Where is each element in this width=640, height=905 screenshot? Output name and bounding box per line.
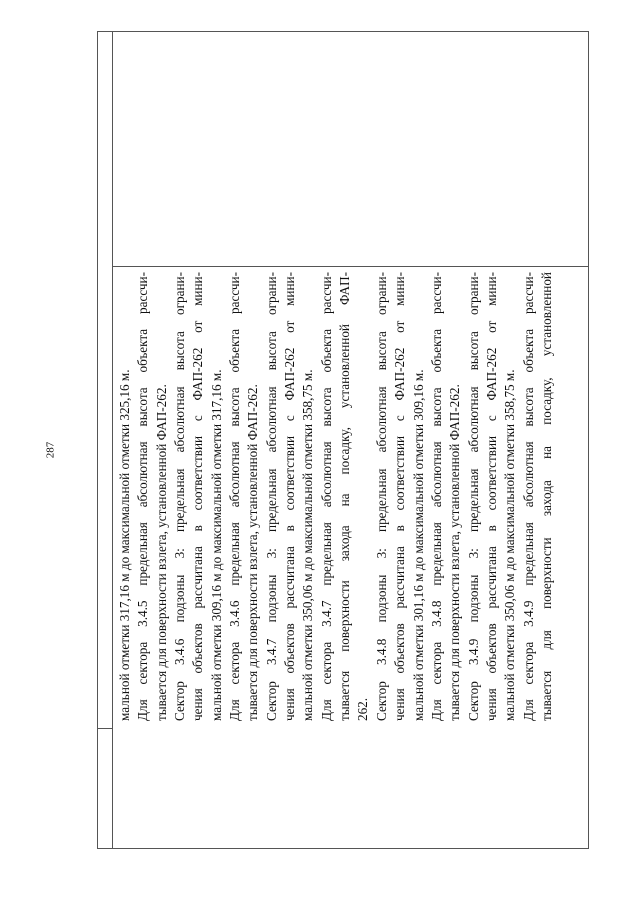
document-text-block	[112, 266, 589, 727]
text-line: мальной отметки 350,06 м до максимальной отметки 358,75 м.	[502, 369, 518, 721]
text-line: тывается для поверхности взлета, установленной ФАП-262.	[447, 384, 463, 721]
text-line: Сектор 3.4.6 подзоны 3: предельная абсолютная высота ограни-	[172, 272, 188, 721]
table-divider-left-cell	[98, 728, 112, 729]
text-line: Для сектора 3.4.7 предельная абсолютная высота объекта рассчи-	[318, 272, 334, 721]
text-line: мальной отметки 350,06 м до максимальной отметки 358,75 м.	[300, 369, 316, 721]
text-line: мальной отметки 317,16 м до максимальной отметки 325,16 м.	[117, 369, 132, 721]
text-line: мальной отметки 301,16 м до максимальной отметки 309,16 м.	[410, 369, 426, 721]
text-line: Для сектора 3.4.5 предельная абсолютная высота объекта рассчи-	[135, 272, 151, 721]
text-line: тывается для поверхности захода на посадку, установленной	[538, 272, 554, 721]
text-line: чения объектов рассчитана в соответствии с ФАП-262 от мини-	[282, 272, 298, 721]
text-line: тывается поверхности захода на посадку, установленной ФАП-	[337, 272, 353, 721]
text-line: чения объектов рассчитана в соответствии с ФАП-262 от мини-	[190, 272, 206, 721]
text-line: 262.	[355, 697, 371, 721]
text-line: Для сектора 3.4.8 предельная абсолютная высота объекта рассчи-	[428, 272, 444, 721]
text-line: Сектор 3.4.8 подзоны 3: предельная абсолютная высота ограни-	[373, 272, 389, 721]
text-line: Сектор 3.4.7 подзоны 3: предельная абсолютная высота ограни-	[263, 272, 279, 721]
text-line: тывается для поверхности взлета, установленной ФАП-262.	[245, 384, 261, 721]
text-line: чения объектов рассчитана в соответствии с ФАП-262 от мини-	[392, 272, 408, 721]
page-number	[38, 430, 62, 470]
text-line: Сектор 3.4.9 подзоны 3: предельная абсолютная высота ограни-	[465, 272, 481, 721]
text-line: тывается для поверхности взлета, установленной ФАП-262.	[153, 384, 169, 721]
page-number-text: 287	[44, 441, 56, 459]
text-line: Для сектора 3.4.9 предельная абсолютная высота объекта рассчи-	[520, 272, 536, 721]
text-line: Для сектора 3.4.6 предельная абсолютная высота объекта рассчи-	[227, 272, 243, 721]
text-line: мальной отметки 309,16 м до максимальной отметки 317,16 м.	[208, 369, 224, 721]
text-line: чения объектов рассчитана в соответствии с ФАП-262 от мини-	[483, 272, 499, 721]
